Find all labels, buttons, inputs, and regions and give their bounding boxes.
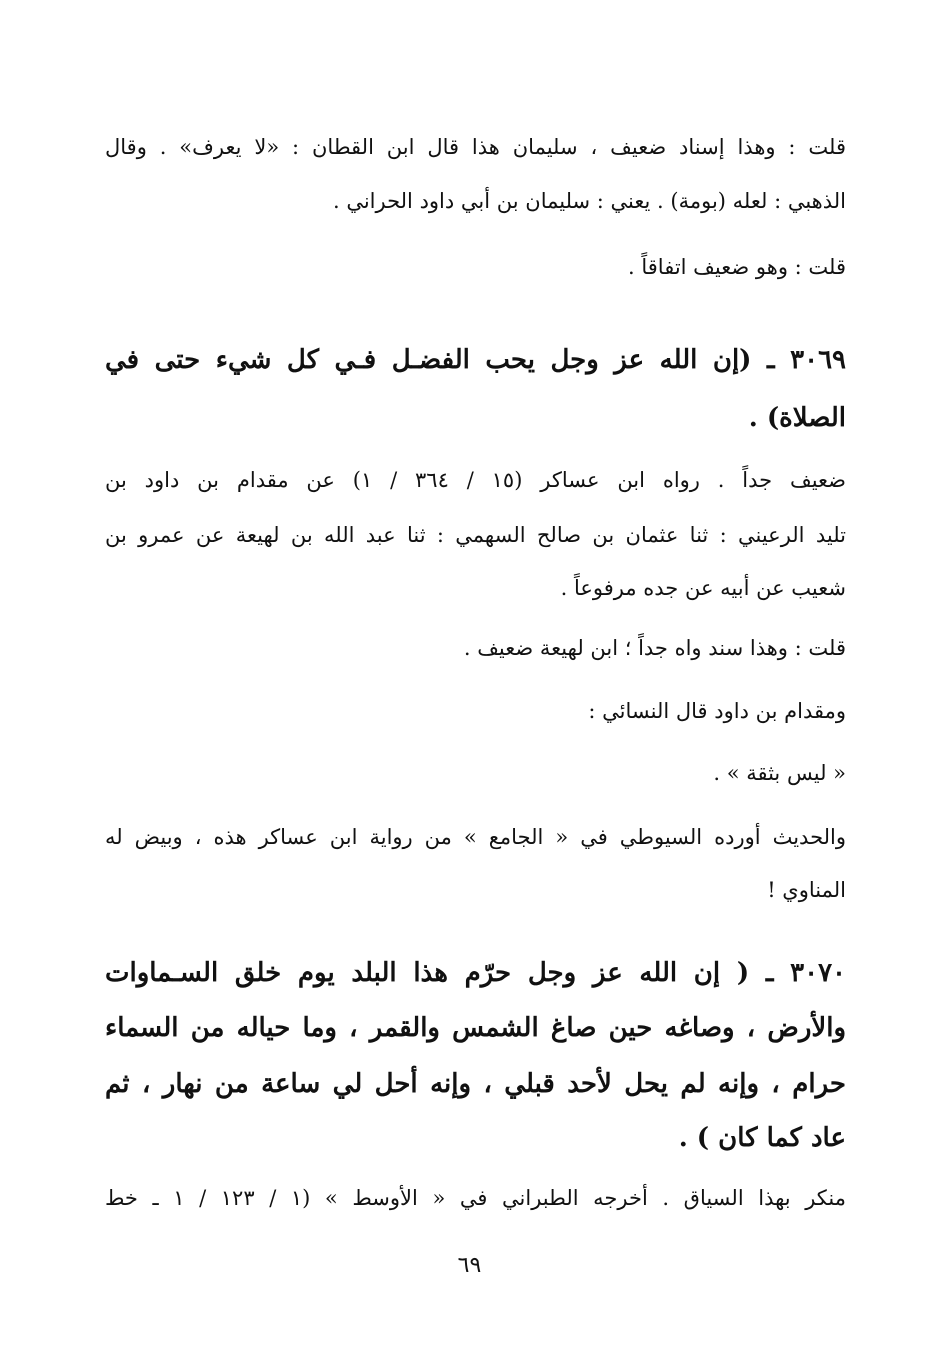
text-line-7: تليد الرعيني : ثنا عثمان بن صالح السهمي : ثنا عبد الله بن لهيعة عن عمرو بن bbox=[105, 523, 846, 547]
text-line-3: قلت : وهو ضعيف اتفاقاً . bbox=[628, 255, 846, 279]
hadith-3070-title-line-2: والأرض ، وصاغه حين صاغ الشمس والقمر ، وما حياله من السماء bbox=[105, 1013, 846, 1043]
text-line-6: ضعيف جداً . رواه ابن عساكر (١٥ / ٣٦٤ / ١) عن مقدام بن داود بن bbox=[105, 468, 847, 492]
page-number: ٦٩ bbox=[457, 1253, 482, 1278]
text-line-18: منكر بهذا السياق . أخرجه الطبراني في « الأوسط » (١ / ١٢٣ / ١ ـ خط bbox=[105, 1186, 846, 1210]
text-line-11: « ليس بثقة » . bbox=[713, 761, 846, 785]
text-line-9: قلت : وهذا سند واه جداً ؛ ابن لهيعة ضعيف . bbox=[463, 636, 846, 660]
text-line-8: شعيب عن أبيه عن جده مرفوعاً . bbox=[560, 576, 846, 600]
text-line-12: والحديث أورده السيوطي في « الجامع » من رواية ابن عساكر هذه ، وبيض له bbox=[105, 825, 846, 849]
hadith-3070-title-line-1: ٣٠٧٠ ـ ( إن الله عز وجل حرّم هذا البلد يوم خلق السـماوات bbox=[105, 958, 846, 988]
text-line-10: ومقدام بن داود قال النسائي : bbox=[588, 699, 846, 723]
text-line-2: الذهبي : لعله (بومة) . يعني : سليمان بن أبي داود الحراني . bbox=[332, 189, 846, 213]
hadith-3070-title-line-3: حرام ، وإنه لم يحل لأحد قبلي ، وإنه أحل لي ساعة من نهار ، ثم bbox=[105, 1069, 846, 1099]
text-line-13: المناوي ! bbox=[767, 878, 846, 902]
hadith-3069-title-line-2: الصلاة) . bbox=[748, 403, 846, 433]
text-line-1: قلت : وهذا إسناد ضعيف ، سليمان هذا قال ابن القطان : «لا يعرف» . وقال bbox=[105, 135, 846, 159]
hadith-3070-title-line-4: عاد كما كان ) . bbox=[678, 1123, 846, 1153]
hadith-3069-title-line-1: ٣٠٦٩ ـ (إن الله عز وجل يحب الفضـل فـي كل شيء حتى في bbox=[105, 345, 846, 375]
